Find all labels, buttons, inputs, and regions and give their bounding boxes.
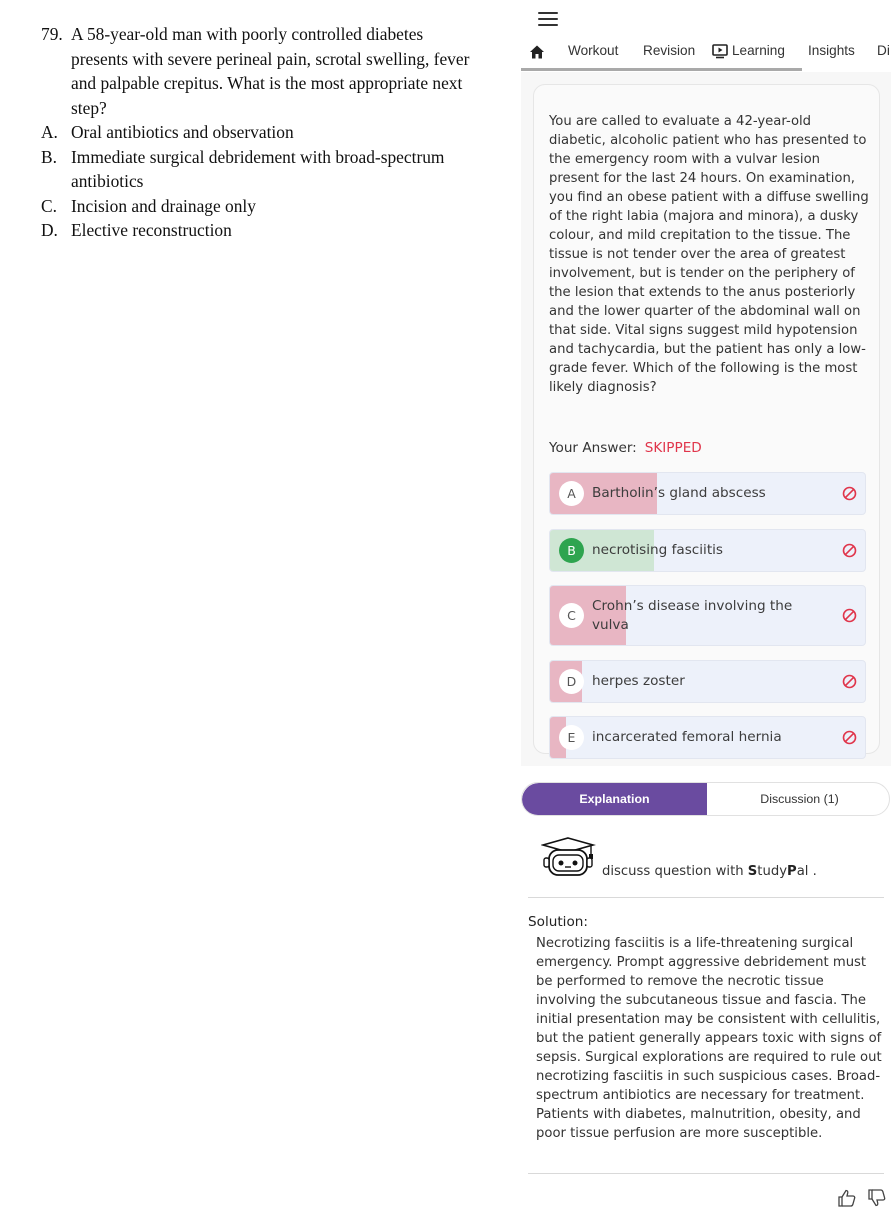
divider <box>528 897 884 898</box>
ban-icon <box>842 730 857 745</box>
answer-choice-b[interactable] <box>549 529 866 572</box>
choice-letter: B <box>559 538 584 563</box>
ban-icon <box>842 486 857 501</box>
question-document <box>41 22 481 243</box>
ban-icon <box>842 608 857 623</box>
explanation-discussion-tabs <box>521 782 890 816</box>
studypal-al: al . <box>796 864 817 879</box>
option-letter: C. <box>41 195 57 216</box>
option-b <box>41 145 481 194</box>
study-app-panel <box>521 0 891 1221</box>
studypal-prefix: discuss question with <box>602 864 748 879</box>
option-d <box>41 218 481 243</box>
choice-text: Bartholin’s gland abscess <box>592 485 766 501</box>
answer-choice-c[interactable] <box>549 585 866 646</box>
choice-letter: C <box>559 603 584 628</box>
choice-text: herpes zoster <box>592 673 685 689</box>
question-number: 79. <box>41 24 63 44</box>
tab-discussion[interactable]: Discussion (1) <box>760 792 839 806</box>
option-letter: A. <box>41 122 58 142</box>
studypal-s: S <box>747 864 758 879</box>
robot-graduate-icon <box>541 836 596 878</box>
answer-choice-e[interactable] <box>549 716 866 759</box>
option-text: Immediate surgical debridement with broad-spectrum antibiotics <box>71 146 445 191</box>
tab-learning[interactable]: Learning <box>732 43 785 58</box>
your-answer-status: SKIPPED <box>644 440 702 456</box>
thumbs-down-icon[interactable] <box>867 1188 887 1208</box>
studypal-link[interactable] <box>602 864 817 879</box>
tab-revision[interactable]: Revision <box>643 43 696 58</box>
hamburger-menu-icon[interactable] <box>538 12 558 28</box>
choice-text: Crohn’s disease involving the vulva <box>592 598 793 633</box>
option-a <box>41 120 481 145</box>
option-text: Oral antibiotics and observation <box>71 122 294 142</box>
choice-letter: E <box>559 725 584 750</box>
ban-icon <box>842 674 857 689</box>
option-text: Incision and drainage only <box>71 195 256 216</box>
ban-icon <box>842 543 857 558</box>
your-answer-label: Your Answer: <box>549 440 637 456</box>
question-area <box>521 72 891 766</box>
your-answer-row <box>549 440 702 456</box>
answer-choice-d[interactable] <box>549 660 866 703</box>
choice-letter: A <box>559 481 584 506</box>
tab-insights[interactable]: Insights <box>808 43 855 58</box>
divider <box>528 1173 884 1174</box>
studypal-p: P <box>787 864 797 879</box>
option-letter: D. <box>41 220 58 240</box>
tab-discover[interactable]: Di <box>877 43 890 58</box>
top-nav <box>521 36 891 72</box>
solution-label: Solution: <box>528 914 588 930</box>
question-text: A 58-year-old man with poorly controlled diabetes presents with severe perineal pain, scrotal swelling, fever and palpable crepitus. What is the most appropriate next step? <box>71 24 470 118</box>
answer-choice-a[interactable] <box>549 472 866 515</box>
option-letter: B. <box>41 146 57 167</box>
thumbs-up-icon[interactable] <box>837 1188 857 1208</box>
nav-scroll-indicator <box>521 68 802 71</box>
home-icon[interactable] <box>529 44 545 60</box>
question-item <box>41 22 481 120</box>
choice-letter: D <box>559 669 584 694</box>
choice-text: incarcerated femoral hernia <box>592 729 782 745</box>
play-screen-icon <box>712 44 728 59</box>
option-c <box>41 194 481 219</box>
tab-workout[interactable]: Workout <box>568 43 619 58</box>
option-text: Elective reconstruction <box>71 220 232 240</box>
question-card <box>533 84 880 754</box>
tab-explanation[interactable]: Explanation <box>522 783 707 816</box>
solution-text: Necrotizing fasciitis is a life-threatening surgical emergency. Prompt aggressive debridement must be performed to remove the necrotic tissue involving the subcutaneous tissue and fascia. The initial presentation may be consistent with cellulitis, but the patient generally appears toxic with signs of sepsis. Surgical explorations are required to rule out necrotizing fasciitis in such suspicious cases. Broad-spectrum antibiotics are necessary for treatment. Patients with diabetes, malnutrition, obesity, and poor tissue perfusion are more susceptible. <box>536 936 882 1141</box>
question-stem: You are called to evaluate a 42-year-old diabetic, alcoholic patient who has presented to the emergency room with a vulvar lesion present for the last 24 hours. On examination, you find an obese patient with a diffuse swelling of the right labia (majora and minora), a dusky colour, and mild crepitation to the tissue. The tissue is not tender over the area of greatest involvement, but is tender on the periphery of the lesion that extends to the anus posteriorly and the lower quarter of the abdominal wall on that side. Vital signs suggest mild hypotension and tachycardia, but the patient has only a low-grade fever. Which of the following is the most likely diagnosis? <box>549 114 869 395</box>
choice-text: necrotising fasciitis <box>592 542 724 558</box>
studypal-tudy: tudy <box>757 864 788 879</box>
